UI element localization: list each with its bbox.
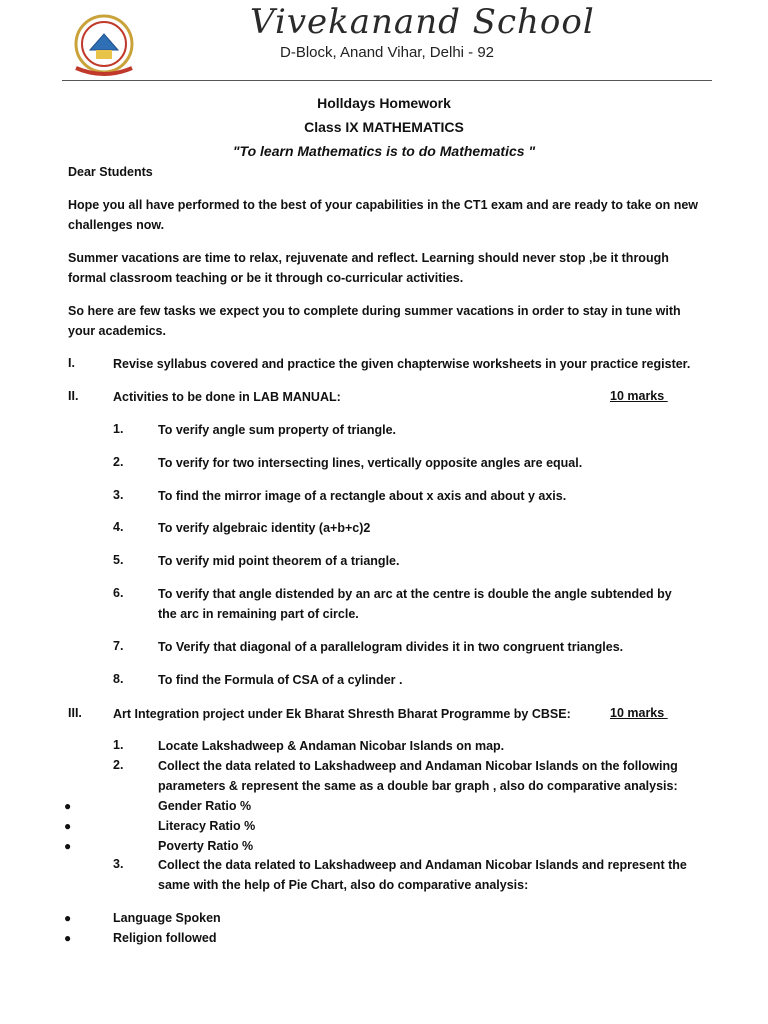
activity-text: To find the mirror image of a rectangle about x axis and about y axis.	[158, 489, 567, 503]
activity-text: To verify that angle distended by an arc at the centre is double the angle subtended by the arc in remaining part of circle.	[158, 587, 672, 621]
project-item-number: 2.	[113, 758, 124, 772]
activity-text: To verify for two intersecting lines, vertically opposite angles are equal.	[158, 456, 583, 470]
intro-paragraph-1: Hope you all have performed to the best of your capabilities in the CT1 exam and are ready to take on new challenges now.	[68, 198, 699, 232]
marks-label: 10 marks	[610, 389, 668, 403]
activity-number: 4.	[113, 520, 124, 534]
bullet-icon: ●	[64, 911, 72, 925]
school-logo-icon	[66, 12, 142, 78]
activity-number: 1.	[113, 422, 124, 436]
activity-number: 3.	[113, 488, 124, 502]
parameter-item: Gender Ratio %	[158, 799, 252, 813]
school-name: Vivekanand School	[250, 2, 595, 42]
greeting: Dear Students	[68, 165, 153, 179]
bullet-icon: ●	[64, 931, 72, 945]
activity-text: To verify angle sum property of triangle.	[158, 423, 397, 437]
letterhead	[0, 0, 768, 82]
section-number: II.	[68, 389, 79, 403]
activity-number: 2.	[113, 455, 124, 469]
bullet-icon: ●	[64, 799, 72, 813]
parameter-item: Language Spoken	[113, 911, 221, 925]
parameter-item: Poverty Ratio %	[158, 839, 254, 853]
activity-number: 7.	[113, 639, 124, 653]
intro-paragraph-2: Summer vacations are time to relax, rejuvenate and reflect. Learning should never stop ,be it through formal classroom teaching or be it through co-curricular activities.	[68, 251, 669, 285]
project-item-number: 3.	[113, 857, 124, 871]
doc-title: Holldays Homework	[317, 95, 451, 111]
bullet-icon: ●	[64, 819, 72, 833]
section-number: I.	[68, 356, 75, 370]
parameter-item: Literacy Ratio %	[158, 819, 256, 833]
project-item-text: Collect the data related to Lakshadweep and Andaman Nicobar Islands and represent the same with the help of Pie Chart, also do comparative analysis:	[158, 858, 687, 892]
marks-label: 10 marks	[610, 706, 668, 720]
intro-paragraph-3: So here are few tasks we expect you to complete during summer vacations in order to stay in tune with your academics.	[68, 304, 681, 338]
activity-number: 8.	[113, 672, 124, 686]
bullet-icon: ●	[64, 839, 72, 853]
activity-text: To find the Formula of CSA of a cylinder .	[158, 673, 403, 687]
header-divider	[62, 80, 712, 81]
motto-quote: "To learn Mathematics is to do Mathematics "	[232, 143, 536, 159]
project-item-text: Collect the data related to Lakshadweep and Andaman Nicobar Islands on the following parameters & represent the same as a double bar graph , also do comparative analysis:	[158, 759, 678, 793]
class-title: Class IX MATHEMATICS	[304, 119, 464, 135]
activity-number: 6.	[113, 586, 124, 600]
parameter-item: Religion followed	[113, 931, 217, 945]
activity-text: To verify mid point theorem of a triangle.	[158, 554, 400, 568]
project-item-number: 1.	[113, 738, 124, 752]
section-number: III.	[68, 706, 82, 720]
school-address: D-Block, Anand Vihar, Delhi - 92	[280, 44, 495, 61]
activity-text: To verify algebraic identity (a+b+c)2	[158, 521, 371, 535]
section-text: Art Integration project under Ek Bharat Shresth Bharat Programme by CBSE:	[113, 707, 571, 721]
section-text: Revise syllabus covered and practice the given chapterwise worksheets in your practice register.	[113, 357, 691, 371]
project-item-text: Locate Lakshadweep & Andaman Nicobar Islands on map.	[158, 739, 505, 753]
section-text: Activities to be done in LAB MANUAL:	[113, 390, 341, 404]
activity-number: 5.	[113, 553, 124, 567]
activity-text: To Verify that diagonal of a parallelogram divides it in two congruent triangles.	[158, 640, 624, 654]
